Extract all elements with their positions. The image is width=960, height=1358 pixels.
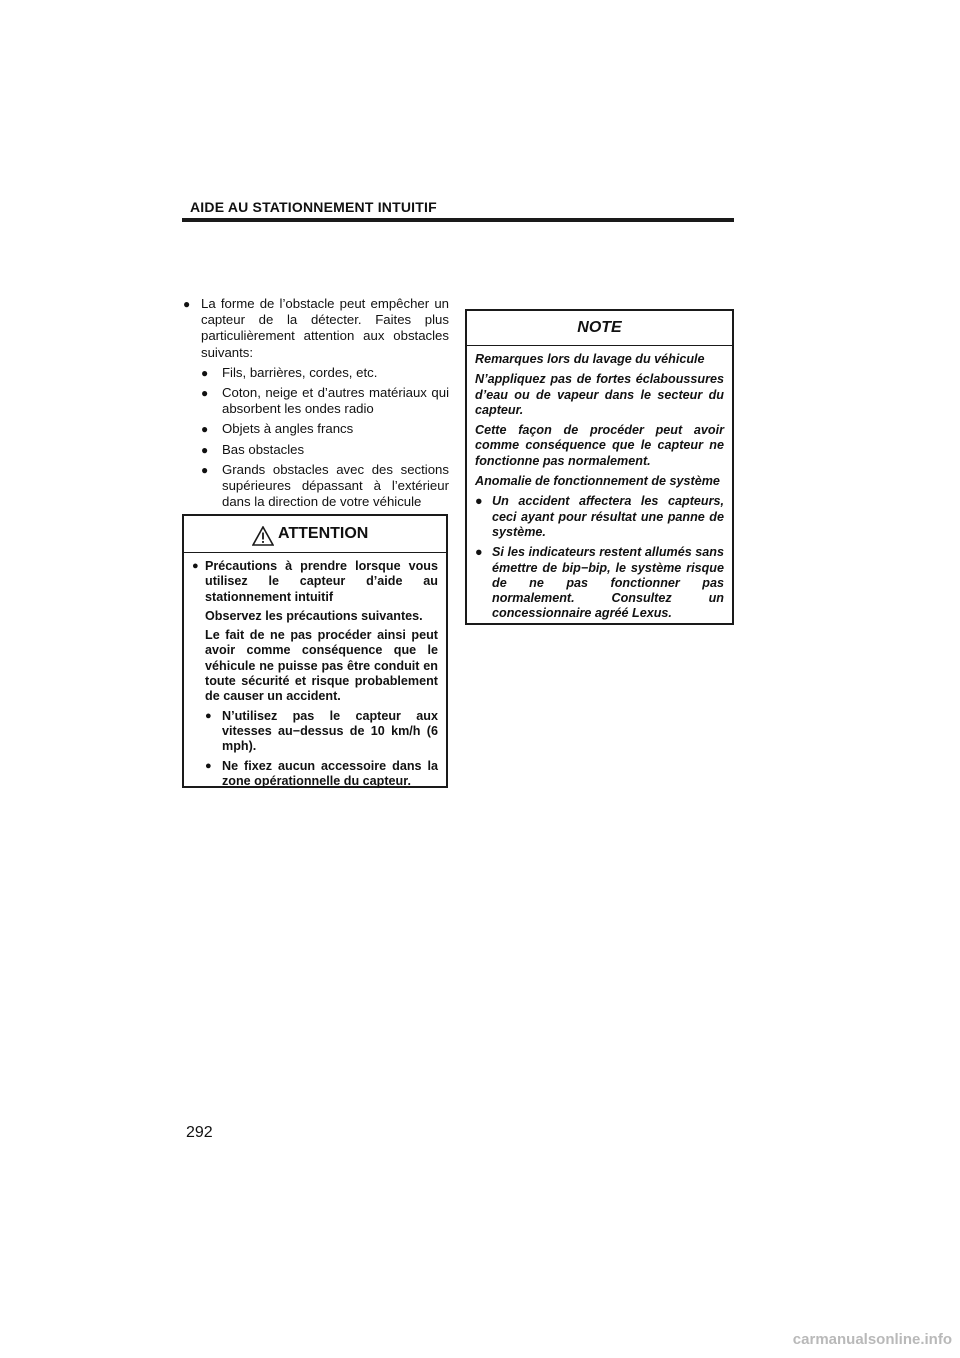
attention-title: ATTENTION <box>278 525 369 542</box>
note-bullet <box>475 545 724 621</box>
page-number: 292 <box>186 1124 213 1141</box>
note-title: NOTE <box>577 319 622 336</box>
note-paragraph: N’appliquez pas de fortes éclaboussures d’eau ou de vapeur dans le secteur du capteur. <box>475 372 724 417</box>
bullet-icon: ● <box>201 442 209 457</box>
bullet-icon: ● <box>183 297 191 311</box>
bullet-icon: ● <box>192 560 199 572</box>
list-item <box>201 365 449 381</box>
note-box <box>465 309 734 625</box>
bullet-icon: ● <box>205 759 212 772</box>
bullet-icon: ● <box>475 545 483 560</box>
note-bullet <box>475 494 724 540</box>
bullet-icon: ● <box>475 494 483 509</box>
attention-sub-item <box>192 709 438 755</box>
note-bullet-text: Si les indicateurs restent allumés sans émettre de bip−bip, le système risque de ne pas fonctionner pas normalement. Consultez un concessionnaire agréé Lexus. <box>492 545 724 621</box>
watermark: carmanualsonline.info <box>792 1331 952 1348</box>
obstacle-list <box>201 365 449 511</box>
warning-triangle-icon <box>252 526 274 546</box>
bullet-icon: ● <box>201 422 209 437</box>
note-heading: Anomalie de fonctionnement de système <box>475 474 720 489</box>
bullet-icon: ● <box>201 462 209 477</box>
bullet-icon: ● <box>201 365 209 380</box>
attention-sub-item <box>192 759 438 790</box>
note-body <box>467 346 732 622</box>
attention-box <box>182 514 448 788</box>
obstacle-intro-item <box>183 296 449 361</box>
attention-bullet-text: Précautions à prendre lorsque vous utilisez le capteur d’aide au stationnement intuitif <box>205 559 438 604</box>
note-paragraph: Cette façon de procéder peut avoir comme conséquence que le capteur ne fonctionne pas normalement. <box>475 423 724 468</box>
note-header <box>467 311 732 346</box>
list-item <box>201 442 449 458</box>
list-item-text: Fils, barrières, cordes, etc. <box>222 364 378 380</box>
note-heading: Remarques lors du lavage du véhicule <box>475 352 705 366</box>
attention-bullet <box>192 559 438 605</box>
list-item-text: Objets à angles francs <box>222 421 354 437</box>
attention-header <box>184 516 446 553</box>
attention-paragraph: Le fait de ne pas procéder ainsi peut avoir comme conséquence que le véhicule ne puisse pas être conduit en toute sécurité et risque probablement de causer un accident. <box>205 628 438 704</box>
list-item <box>201 462 449 511</box>
attention-sub-text: Ne fixez aucun accessoire dans la zone opérationnelle du capteur. <box>222 758 438 788</box>
attention-sub-text: N’utilisez pas le capteur aux vitesses au−dessus de 10 km/h (6 mph). <box>222 708 438 754</box>
list-item-text: Bas obstacles <box>222 441 305 457</box>
bullet-icon: ● <box>201 386 209 401</box>
header-divider <box>182 218 734 222</box>
attention-body <box>184 553 446 789</box>
attention-paragraph: Observez les précautions suivantes. <box>205 608 423 623</box>
section-header-title: AIDE AU STATIONNEMENT INTUITIF <box>190 199 437 215</box>
note-bullet-text: Un accident affectera les capteurs, ceci ayant pour résultat une panne de système. <box>492 494 724 539</box>
left-column <box>183 296 449 514</box>
obstacle-intro-text: La forme de l’obstacle peut empêcher un capteur de la détecter. Faites plus particulièrement attention aux obstacles suivants: <box>201 296 449 360</box>
list-item-text: Grands obstacles avec des sections supérieures dépassant à l’extérieur dans la direction de votre véhicule <box>222 461 449 510</box>
bullet-icon: ● <box>205 709 212 722</box>
list-item <box>201 421 449 437</box>
list-item-text: Coton, neige et d’autres matériaux qui absorbent les ondes radio <box>222 385 449 417</box>
list-item <box>201 385 449 417</box>
